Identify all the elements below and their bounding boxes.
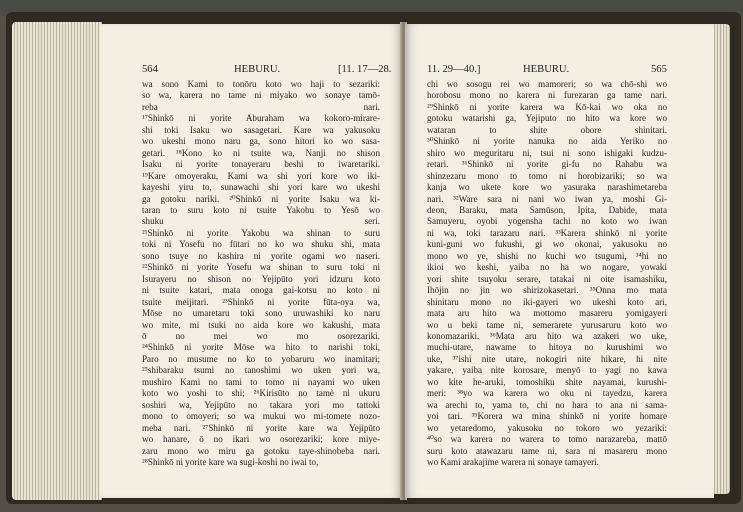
- text-line: kayeshi yiru to, sunawachi shi yori kare wo ukeshi: [142, 182, 380, 193]
- text-line: soshiri wa, Yejipūto no takara yori mo tattoki: [142, 399, 380, 410]
- text-line: ³⁰Shinkō ni yorite nanuka no aida Yeriko no: [427, 136, 667, 147]
- text-line: wo u beki tame ni, semerarete yurusaruru koto wo: [427, 319, 667, 330]
- text-line: Mōse no umaretaru toki sono uruwashiki ko naru: [142, 308, 380, 319]
- left-page: [100, 24, 402, 498]
- text-line: ²²Shinkō ni yorite Yosefu wa shinan to suru toki ni: [142, 262, 380, 273]
- right-page-text: [427, 79, 667, 468]
- text-line: wo kite he-aruki, tomoshiku shite nayamai, kurushi-: [427, 376, 667, 387]
- text-line: nari. ³²Ware sara ni nani wo iwan ya, moshi Gi-: [427, 193, 667, 204]
- right-running-title: HEBURU.: [523, 64, 570, 75]
- text-line: ga gotoku nariki. ²⁰Shinkō ni yorite Isaku wa ki-: [142, 193, 380, 204]
- text-line: shiro wo meguritaru ni, tsui ni sono ishigaki kudzu-: [427, 147, 667, 158]
- text-line: mushiro Kami no tami to tomo ni nayami wo uken: [142, 376, 380, 387]
- text-line: mata aru hito wa mottomo masareru yomigayeri: [427, 308, 667, 319]
- right-chapter-reference: 11. 29—40.]: [427, 64, 481, 75]
- text-line: so wa, karera no tame ni miyako wo sonaye tamō-: [142, 90, 380, 101]
- right-page: [405, 24, 714, 498]
- text-line: shi toki Isaku wo sasagetari. Kare wa yakusoku: [142, 124, 380, 135]
- text-line: zaru mono wo miru ga gotoku taye-shinobeba nari.: [142, 445, 380, 456]
- text-line: yakare, yaiba nite korosare, menyō to yagi no kawa: [427, 365, 667, 376]
- text-line: tsuite meijitari. ²³Shinkō ni yorite fūta-oya wa,: [142, 296, 380, 307]
- text-line: shinzezaru mono to tomo ni horobizariki; so wa: [427, 170, 667, 181]
- text-line: wo Kami arakajime warera ni sonaye tamayeri.: [427, 456, 599, 467]
- page-edges-left: [12, 22, 102, 500]
- left-chapter-reference: [11. 17—28.: [338, 64, 392, 75]
- left-page-text: [142, 79, 380, 468]
- text-line: ni tsuite katari, mata onoga gai-kotsu no koto ni: [142, 285, 380, 296]
- text-line: wo hanare, ō no ikari wo osorezariki; kore miye-: [142, 434, 380, 445]
- text-line: shinitaru mono no iki-gayeri wo ukeshi koto ari,: [427, 296, 667, 307]
- text-line: ¹⁹Kare omoyeraku, Kami wa shi yori kore wo iki-: [142, 170, 380, 181]
- left-page-number: 564: [142, 64, 158, 75]
- text-line: chi wo sosogu rei wo mamoreri; so wa chō-shi wo: [427, 79, 667, 89]
- right-page-number: 565: [651, 64, 667, 75]
- text-line: Paro no musume no ko to yobaruru wo inamitari;: [142, 353, 380, 364]
- text-line: ²⁴Shinkō ni yorite Mōse wa hito to narishi toki,: [142, 342, 380, 353]
- text-line: gotoku watarishi ga, Yejiputo no hito wa kore wo: [427, 113, 667, 124]
- text-line: muchi-utare, nawame to hitoya no kurushimi wo: [427, 342, 667, 353]
- text-line: yori shite tsuyoku serare, tatakai ni oite isamashiku,: [427, 273, 667, 284]
- text-line: mono wo ye, shishi no kuchi wo tsugumi, ³⁴hi no: [427, 250, 667, 261]
- text-line: ō no mei wo mo osorezariki.: [142, 330, 380, 341]
- text-line: wo yetaredomo, yakusoku no tokoro wo yezariki:: [427, 422, 667, 433]
- text-line: ni wa, toki tarazaru nari. ³³Karera shinkō ni yorite: [427, 227, 667, 238]
- text-line: wo ukeshi mono naru ga, sono hitori ko wo sasa-: [142, 136, 380, 147]
- text-line: suru koto atawazaru tame ni, sara ni masareru mono: [427, 445, 667, 456]
- text-line: meba nari. ²⁷Shinkō ni yorite kare wa Yejipūto: [142, 422, 380, 433]
- text-line: koto wo yoshi to shi; ²⁶Kirisūto no tamè ni ukuru: [142, 388, 380, 399]
- text-line: mono to omoyeri; so wa mukui wo mi-tomete nozo-: [142, 411, 380, 422]
- text-line: getari. ¹⁸Kono ko ni tsuite wa, Nanji no shison: [142, 147, 380, 158]
- text-line: Ihōjin no jin wo shirizokasetari. ³⁵Onna mo mata: [427, 285, 667, 296]
- text-line: yoi tari. ³⁹Korera wa mina shinkō ni yorite homare: [427, 411, 667, 422]
- text-line: Isurayeru no shison no Yejipūto yori idzuru koto: [142, 273, 380, 284]
- text-line: kuni-guni wo fukushi, gi wo okonai, yakusoku no: [427, 239, 667, 250]
- text-line: ²⁹Shinkō ni yorite karera wa Kō-kai wo oka no: [427, 101, 667, 112]
- text-line: uke, ³⁷ishi nite utare, nokogiri nite hikare, hi nite: [427, 353, 667, 364]
- text-line: ¹⁷Shinkō ni yorite Aburaham wa kokoro-mirare-: [142, 113, 380, 124]
- text-line: retari. ³¹Shinkō ni yorite gi-fu no Rahabu wa: [427, 159, 667, 170]
- text-line: taran to suru koto ni tsuite Yakobu to Yesō wo: [142, 204, 380, 215]
- text-line: horobosu mono no karera ni furezaran ga tame nari.: [427, 90, 667, 101]
- text-line: reba nari.: [142, 101, 380, 112]
- text-line: ²¹Shinkō ni yorite Yakobu wa shinan to suru: [142, 227, 380, 238]
- text-line: wa arechi to, yama to, chi no hara to ana ni sama-: [427, 399, 667, 410]
- text-line: wa sono Kami to tonōru koto wo haji to sezariki:: [142, 79, 380, 89]
- text-line: toki ni Yosefu no fūtari no ko wo shuku shi, mata: [142, 239, 380, 250]
- text-line: Samuyeru, oyobi yogensha tachi no koto wo iwan: [427, 216, 667, 227]
- text-line: ²⁵shibaraku tsumi no tanoshimi wo uken yori wa,: [142, 365, 380, 376]
- text-line: ikioi wo keshi, yaiba no ha wo nogare, yowaki: [427, 262, 667, 273]
- text-line: deon, Baraku, mata Samūson, Ipita, Dabide, mata: [427, 204, 667, 215]
- text-line: sono tsuye no kashira ni yorite ogami wo naseri.: [142, 250, 380, 261]
- left-running-title: HEBURU.: [234, 64, 281, 75]
- text-line: Isaku ni yorite tonayeraru beshi to iwaretariki.: [142, 159, 380, 170]
- text-line: meri: ³⁸yo wa karera wo oku ni tayedzu, karera: [427, 388, 667, 399]
- page-edges-right: [712, 24, 730, 494]
- text-line: wo mite, mi tsuki no aida kore wo kakushi, mata: [142, 319, 380, 330]
- text-line: wataran to shite obore shinitari.: [427, 124, 667, 135]
- text-line: ⁴⁰so wa karera no warera to tomo narazareba, mattō: [427, 434, 667, 445]
- text-line: shuku seri.: [142, 216, 380, 227]
- text-line: konomazariki. ³⁶Mata aru hito wa azakeri wo uke,: [427, 330, 667, 341]
- text-line: kanja wo ukete kore wo yasuraka narashimetareba: [427, 182, 667, 193]
- text-line: ²⁸Shinkō ni yorite kare wa sugi-koshi no iwai to,: [142, 456, 319, 467]
